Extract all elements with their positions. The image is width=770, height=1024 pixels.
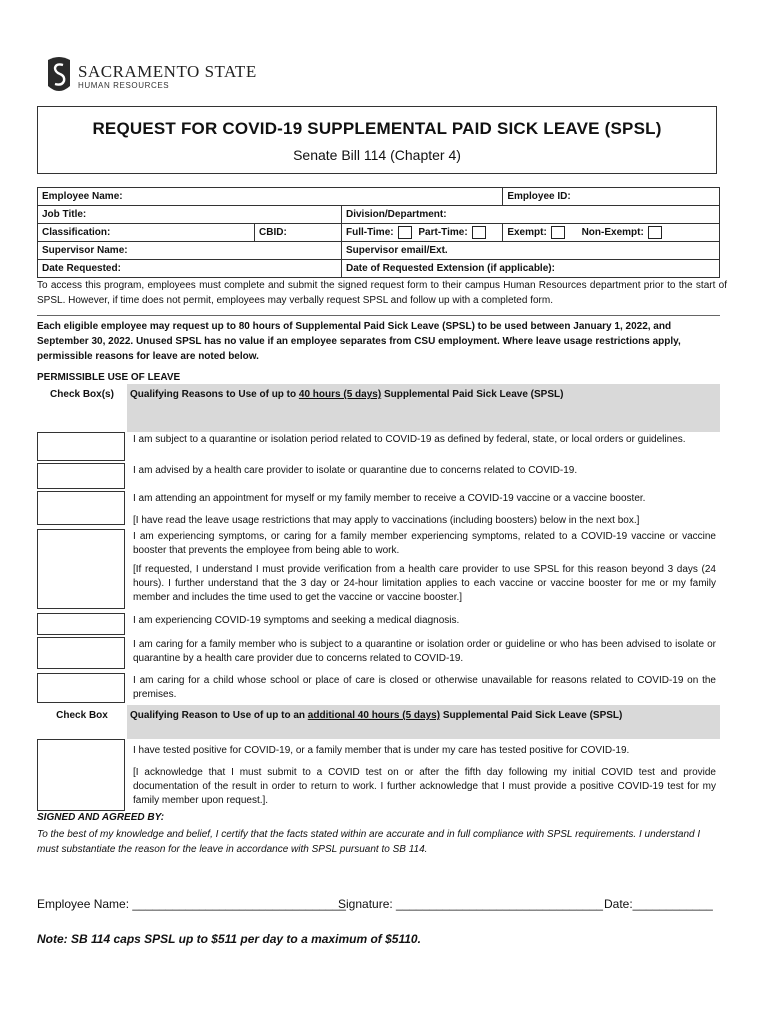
date-extension-field[interactable] — [342, 260, 720, 278]
reason-vaccine-symptoms — [127, 529, 720, 613]
reason-checkbox-child-care[interactable] — [37, 673, 125, 703]
part-time-checkbox[interactable] — [472, 226, 486, 239]
reason-verification-note: [If requested, I understand I must provide verification from a health care provider to use SPSL for this reason beyond 3 days (24 hours). I further understand that the 3 day or 24-hour limitation applies to each vaccine or vaccine booster for me or my family member and includes the time used to get the vaccine or vaccine booster.] — [133, 564, 716, 603]
employee-name-field[interactable] — [38, 188, 503, 206]
exempt-label: Exempt: — [507, 227, 547, 239]
reason-checkbox-advised[interactable] — [37, 463, 125, 489]
signature-line[interactable]: Signature: _______________________________ — [338, 897, 603, 911]
reason-advised: I am advised by a health care provider to isolate or quarantine due to concerns related to COVID-19. — [133, 465, 578, 476]
reason-checkbox-tested-positive[interactable] — [37, 739, 125, 811]
divider — [37, 315, 720, 316]
supervisor-email-label: Supervisor email/Ext. — [346, 245, 448, 256]
reason-vaccine-symptoms-text: I am experiencing symptoms, or caring for a family member experiencing symptoms, related to a COVID-19 vaccine or vaccine booster that prevents the employee from being able to work. — [133, 531, 716, 556]
header2-text-pre: Qualifying Reason to Use of up to an — [130, 710, 308, 721]
employee-name-signature-line[interactable]: Employee Name: ________________________________ — [37, 897, 346, 911]
cbid-field[interactable] — [255, 224, 342, 242]
eligibility-paragraph: Each eligible employee may request up to 80 hours of Supplemental Paid Sick Leave (SPSL) to be used between January 1, 2022, and September 30, 2022. Unused SPSL has no value if an employee separates from CSU employment. Where leave usage restrictions apply, permissible reasons for leave are noted below. — [37, 321, 681, 362]
reason-child-care: I am caring for a child whose school or place of care is closed or otherwise unavailable for reasons related to COVID-19 on the premises. — [133, 675, 716, 700]
reason-checkbox-caring-family[interactable] — [37, 637, 125, 669]
classification-field[interactable] — [38, 224, 255, 242]
date-requested-field[interactable] — [38, 260, 342, 278]
logo-name: SACRAMENTO STATE — [78, 62, 257, 81]
reason-checkbox-vaccine-appointment[interactable] — [37, 491, 125, 525]
reason-covid-test-acknowledgement: [I acknowledge that I must submit to a COVID test on or after the fifth day following my initial COVID test and provide documentation of the result in order to return to work. I further acknowledge that I must provide a positive COVID-19 test for my family member upon request.]. — [133, 767, 716, 806]
permissible-use-heading: PERMISSIBLE USE OF LEAVE — [37, 372, 181, 383]
employee-id-label: Employee ID: — [507, 191, 571, 202]
reasons-header-additional — [127, 705, 720, 739]
exempt-cell — [503, 224, 720, 242]
header-text-post: Supplemental Paid Sick Leave (SPSL) — [381, 389, 564, 400]
certify-paragraph: To the best of my knowledge and belief, I certify that the facts stated within are accurate and in full compliance with SPSL requirements. I understand I must substantiate the reason for the leave in accordance with SPSL pursuant to SB 114. — [37, 829, 701, 855]
header2-text-post: Supplemental Paid Sick Leave (SPSL) — [440, 710, 623, 721]
reasons-table-40h — [37, 384, 720, 813]
supervisor-name-field[interactable] — [38, 242, 342, 260]
employment-type-cell — [342, 224, 503, 242]
reason-vaccine-appointment — [127, 491, 720, 529]
employee-info-table — [37, 187, 720, 278]
non-exempt-checkbox[interactable] — [648, 226, 662, 239]
header2-text-underlined: additional 40 hours (5 days) — [307, 710, 441, 721]
cbid-label: CBID: — [259, 227, 287, 238]
check-box-header: Check Box(s) — [50, 389, 114, 400]
title-box — [37, 106, 717, 174]
reasons-header-40h — [127, 384, 720, 432]
date-line[interactable]: Date:____________ — [604, 897, 713, 911]
job-title-field[interactable] — [38, 206, 342, 224]
division-field[interactable] — [342, 206, 720, 224]
header-text-pre: Qualifying Reasons to Use of up to — [130, 389, 299, 400]
intro-paragraph: To access this program, employees must complete and submit the signed request form to their campus Human Resources department prior to the start of SPSL. However, if time does not permit, employees may verbally request SPSL and follow up with a completed form. — [37, 280, 727, 306]
date-extension-label: Date of Requested Extension (if applicable): — [346, 263, 555, 274]
part-time-label: Part-Time: — [418, 227, 468, 239]
reason-tested-positive-text: I have tested positive for COVID-19, or a family member that is under my care has tested positive for COVID-19. — [133, 745, 630, 756]
logo-subtitle: HUMAN RESOURCES — [78, 81, 170, 90]
signed-heading: SIGNED AND AGREED BY: — [37, 812, 165, 823]
classification-label: Classification: — [42, 227, 111, 238]
reason-tested-positive — [127, 739, 720, 813]
reason-vaccine-restriction-note: [I have read the leave usage restrictions that may apply to vaccinations (including boosters) below in the next box.] — [133, 515, 640, 526]
date-requested-label: Date Requested: — [42, 263, 121, 274]
cap-note: Note: SB 114 caps SPSL up to $511 per day to a maximum of $5110. — [37, 932, 421, 946]
form-subtitle: Senate Bill 114 (Chapter 4) — [293, 147, 461, 163]
exempt-checkbox[interactable] — [551, 226, 565, 239]
job-title-label: Job Title: — [42, 209, 87, 220]
reason-vaccine-appointment-text: I am attending an appointment for myself or my family member to receive a COVID-19 vaccine or a vaccine booster. — [133, 493, 646, 504]
reason-checkbox-vaccine-symptoms[interactable] — [37, 529, 125, 609]
full-time-checkbox[interactable] — [398, 226, 412, 239]
check-box-header-2: Check Box — [56, 710, 108, 721]
non-exempt-label: Non-Exempt: — [581, 227, 644, 239]
logo-mark-icon — [46, 56, 72, 94]
supervisor-email-field[interactable] — [342, 242, 720, 260]
reason-caring-family: I am caring for a family member who is subject to a quarantine or isolation order or guideline or who has been advised to isolate or quarantine by a health care provider due to concerns related to COVID-19. — [133, 639, 716, 664]
division-label: Division/Department: — [346, 209, 447, 220]
header-text-underlined: 40 hours (5 days) — [298, 389, 382, 400]
reason-checkbox-symptoms-diagnosis[interactable] — [37, 613, 125, 635]
reason-quarantine: I am subject to a quarantine or isolation period related to COVID-19 as defined by federal, state, or local orders or guidelines. — [133, 434, 686, 445]
reason-symptoms-diagnosis: I am experiencing COVID-19 symptoms and seeking a medical diagnosis. — [133, 615, 460, 626]
supervisor-name-label: Supervisor Name: — [42, 245, 128, 256]
employee-name-label: Employee Name: — [42, 191, 123, 202]
sacramento-state-logo — [46, 56, 256, 96]
reason-checkbox-quarantine[interactable] — [37, 432, 125, 461]
employee-id-field[interactable] — [503, 188, 720, 206]
full-time-label: Full-Time: — [346, 227, 394, 239]
form-title: REQUEST FOR COVID-19 SUPPLEMENTAL PAID SICK LEAVE (SPSL) — [92, 119, 662, 138]
